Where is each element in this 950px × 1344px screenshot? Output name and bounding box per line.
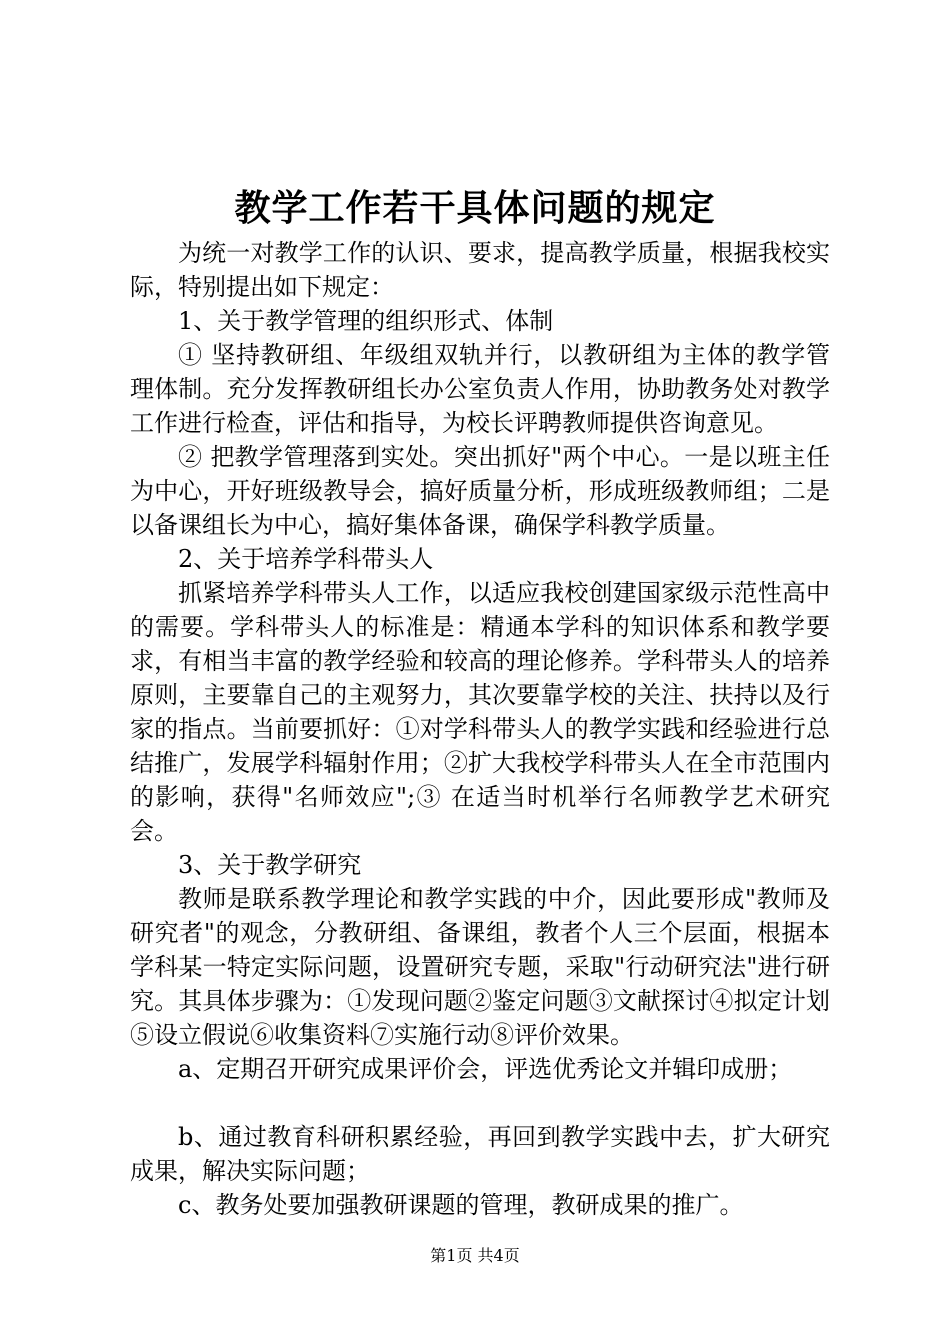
section-3-paragraph: 教师是联系教学理论和教学实践的中介，因此要形成"教师及研究者"的观念，分教研组、备课组，教者个人三个层面，根据本学科某一特定实际问题，设置研究专题，采取"行动研究法"进行研究。其具体步骤为：①发现问题②鉴定问题③文献探讨④拟定计划⑤设立假说⑥收集资料⑦实施行动⑧评价效果。	[130, 885, 830, 1049]
section-3-item-c: c、教务处要加强教研课题的管理，教研成果的推广。	[178, 1191, 744, 1219]
section-2-paragraph: 抓紧培养学科带头人工作，以适应我校创建国家级示范性高中的需要。学科带头人的标准是：精通本学科的知识体系和教学要求，有相当丰富的教学经验和较高的理论修养。学科带头人的培养原则，主要靠自己的主观努力，其次要靠学校的关注、扶持以及行家的指点。当前要抓好：①对学科带头人的教学实践和经验进行总结推广，发展学科辐射作用；②扩大我校学科带头人在全市范围内的影响，获得"名师效应";③ 在适当时机举行名师教学艺术研究会。	[130, 579, 830, 845]
section-1-item-2: ② 把教学管理落到实处。突出抓好"两个中心。一是以班主任为中心，开好班级教导会，搞好质量分析，形成班级教师组；二是以备课组长为中心，搞好集体备课，确保学科教学质量。	[130, 443, 830, 539]
document-title: 教学工作若干具体问题的规定	[234, 187, 716, 229]
page-footer: 第1页 共4页	[430, 1246, 520, 1265]
section-3-item-a: a、定期召开研究成果评价会，评选优秀论文并辑印成册；	[178, 1055, 793, 1083]
section-1-heading: 1、关于教学管理的组织形式、体制	[178, 307, 554, 335]
document-body	[130, 236, 830, 1222]
section-2-heading: 2、关于培养学科带头人	[178, 545, 434, 573]
section-3-item-b: b、通过教育科研积累经验，再回到教学实践中去，扩大研究成果，解决实际问题；	[130, 1123, 830, 1185]
section-3-heading: 3、关于教学研究	[178, 851, 362, 879]
intro-paragraph: 为统一对教学工作的认识、要求，提高教学质量，根据我校实际，特别提出如下规定：	[130, 239, 830, 301]
section-1-item-1: ① 坚持教研组、年级组双轨并行，以教研组为主体的教学管理体制。充分发挥教研组长办公室负责人作用，协助教务处对教学工作进行检查，评估和指导，为校长评聘教师提供咨询意见。	[130, 341, 830, 437]
